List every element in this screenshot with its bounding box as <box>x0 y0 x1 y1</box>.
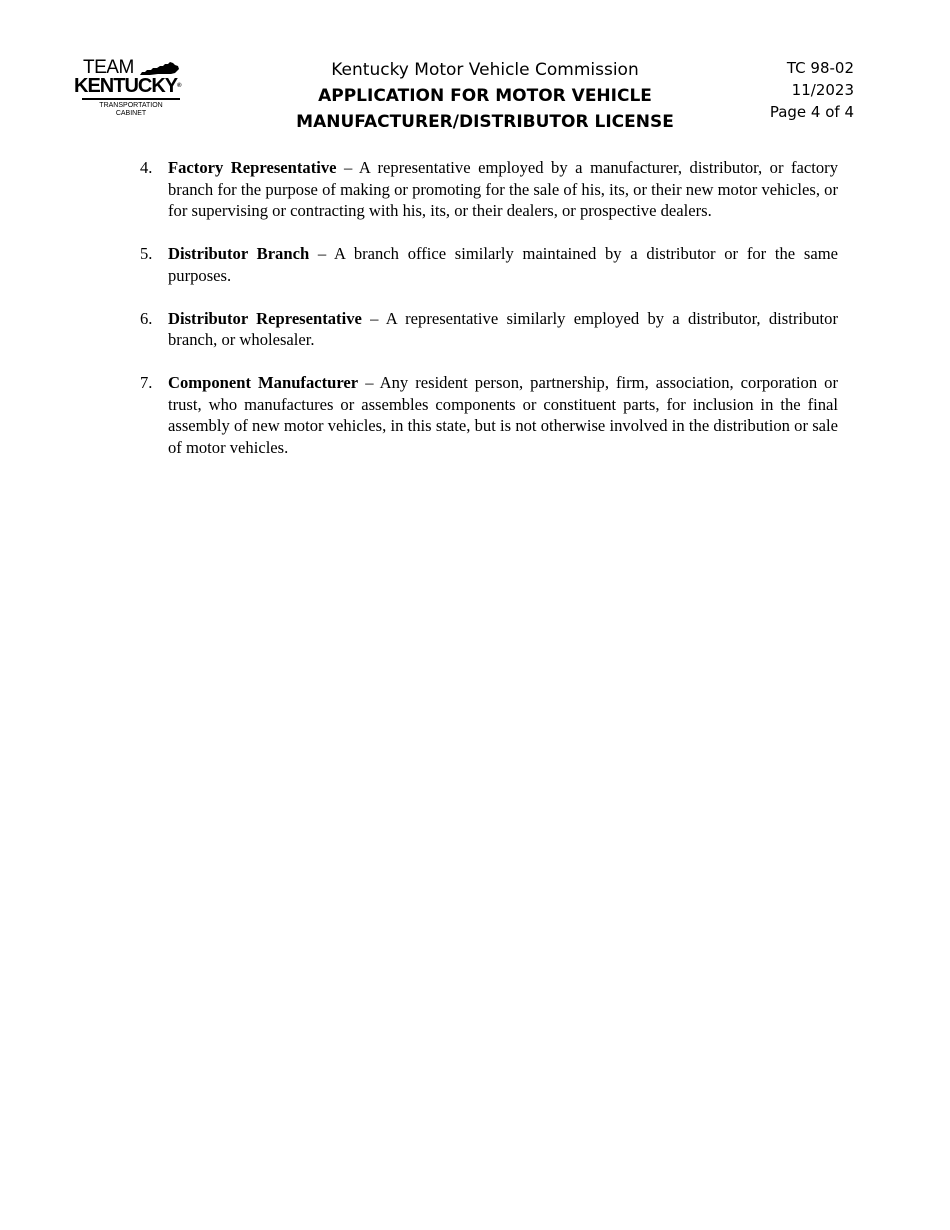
definition-term: Distributor Branch <box>168 244 310 263</box>
team-kentucky-logo <box>74 58 190 122</box>
definition-text: – A representative similarly employed by a distributor, distributor branch, or wholesaler. <box>168 308 838 349</box>
logo-subtitle-cabinet: CABINET <box>115 110 147 117</box>
definition-text: – A branch office similarly maintained by a distributor or for the same purposes. <box>168 244 838 285</box>
definition-item <box>140 372 839 458</box>
definition-number: 5. <box>140 244 153 263</box>
logo-team-text: TEAM <box>83 57 134 78</box>
definition-term: Factory Representative <box>168 158 337 177</box>
definition-number: 7. <box>140 373 153 392</box>
definition-term: Component Manufacturer <box>168 373 359 392</box>
definitions-list <box>0 157 950 480</box>
definition-text: – Any resident person, partnership, firm, association, corporation or trust, who manufactures or assembles components or constituent parts, for inclusion in the final assembly of new motor vehicles, in this state, but is not otherwise involved in the distribution or sale of motor vehicles. <box>168 373 839 457</box>
kentucky-state-icon <box>138 61 180 76</box>
logo-kentucky-text: KENTUCKY® <box>74 75 182 97</box>
form-number: TC 98-02 <box>786 59 854 77</box>
form-info <box>770 57 854 123</box>
definition-item <box>140 308 838 351</box>
revision-date: 11/2023 <box>791 81 854 99</box>
definition-number: 6. <box>140 308 153 328</box>
form-title-line-1: APPLICATION FOR MOTOR VEHICLE <box>318 86 652 106</box>
page-number: Page 4 of 4 <box>769 103 854 121</box>
logo-registered-mark: ® <box>177 83 182 89</box>
definition-item <box>140 243 838 286</box>
agency-name: Kentucky Motor Vehicle Commission <box>331 60 639 80</box>
logo-divider <box>82 98 180 100</box>
form-title-line-2: MANUFACTURER/DISTRIBUTOR LICENSE <box>296 112 674 132</box>
logo-subtitle-transportation: TRANSPORTATION <box>99 102 163 109</box>
definition-term: Distributor Representative <box>168 308 362 328</box>
document-header <box>270 57 700 135</box>
definition-number: 4. <box>140 158 153 177</box>
definition-text: – A representative employed by a manufacturer, distributor, or factory branch for the purpose of making or promoting for the sale of his, its, or their new motor vehicles, or for supervising or contracting with his, its, or their dealers, or prospective dealers. <box>168 158 838 220</box>
definition-item <box>140 157 838 222</box>
